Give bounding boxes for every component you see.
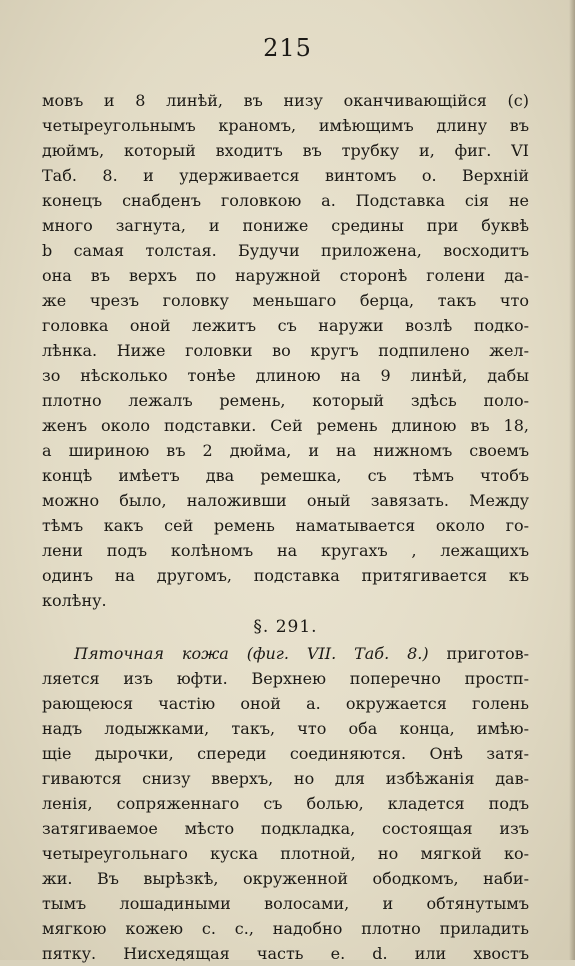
text-line: мягкою кожею с. с., надобно плотно приладить — [42, 919, 529, 938]
text-line: тымъ лошадиными волосами, и обтянутымъ — [42, 894, 529, 913]
text-line: зо нѣсколько тонѣе длиною на 9 линѣй, дабы — [42, 366, 529, 385]
text-line: Таб. 8. и удерживается винтомъ о. Верхнiй — [42, 166, 529, 185]
italic-title: Пяточная кожа (фиг. VII. Таб. 8.) — [74, 644, 429, 663]
text-line: ляется изъ юфти. Верхнею поперечно простп- — [42, 669, 529, 688]
text-line: четыреугольнаго куска плотной, но мягкой ко- — [42, 844, 529, 863]
section-heading: §. 291. — [253, 617, 318, 637]
text-line: четыреугольнымъ краномъ, имѣющимъ длину въ — [42, 116, 529, 135]
text-line: лѣнка. Ниже головки во кругъ подпилено жел- — [42, 341, 529, 360]
text-line: а шириною въ 2 дюйма, и на нижномъ своемъ — [42, 441, 529, 460]
text-line: рающеюся частiю оной а. окружается голень — [42, 694, 529, 713]
text-line: плотно лежалъ ремень, который здѣсь поло- — [42, 391, 529, 410]
text-line: дюймъ, который входитъ въ трубку и, фиг. VI — [42, 141, 529, 160]
text-line: концѣ имѣетъ два ремешка, съ тѣмъ чтобъ — [42, 466, 529, 485]
paragraph-2 — [42, 641, 529, 966]
paragraph-1 — [42, 88, 529, 613]
text-line: мовъ и 8 линѣй, въ низу оканчивающiйся (с) — [42, 91, 529, 110]
text-line: женъ около подставки. Сей ремень длиною въ 18, — [42, 416, 529, 435]
text-line: жи. Въ вырѣзкѣ, окруженной ободкомъ, наби- — [42, 869, 529, 888]
text-line: лени подъ колѣномъ на кругахъ , лежащихъ — [42, 541, 529, 560]
text-line — [42, 641, 529, 666]
text-line: b самая толстая. Будучи приложена, восходитъ — [42, 241, 529, 260]
text-line: надъ лодыжками, такъ, что оба конца, имѣю- — [42, 719, 529, 738]
text-line: она въ верхъ по наружной сторонѣ голени да- — [42, 266, 529, 285]
text-line: гиваются снизу вверхъ, но для избѣжанiя дав- — [42, 769, 529, 788]
text-line: затягиваемое мѣсто подкладка, состоящая изъ — [42, 819, 529, 838]
text-line: одинъ на другомъ, подставка притягивается къ — [42, 566, 529, 585]
text-line: много загнута, и пониже средины при буквѣ — [42, 216, 529, 235]
text-line: колѣну. — [42, 591, 107, 610]
text-line: ленiя, сопряженнаго съ болью, кладется подъ — [42, 794, 529, 813]
text-line-rest: приготов- — [428, 644, 529, 663]
text-line: тѣмъ какъ сей ремень наматывается около го- — [42, 516, 529, 535]
text-line: щiе дырочки, спереди соединяются. Онѣ затя- — [42, 744, 529, 763]
text-line: пятку. Нисхедящая часть е. d. или хвостъ — [42, 944, 529, 963]
text-line: можно было, наложивши оный завязать. Между — [42, 491, 529, 510]
page-edge-shadow — [569, 0, 575, 960]
text-line: конецъ снабденъ головкою а. Подставка сiя не — [42, 191, 529, 210]
page-number: 215 — [263, 34, 312, 62]
text-line: же чрезъ головку меньшаго берца, такъ что — [42, 291, 529, 310]
page-text — [42, 88, 529, 966]
text-line: головка оной лежитъ съ наружи возлѣ подко- — [42, 316, 529, 335]
